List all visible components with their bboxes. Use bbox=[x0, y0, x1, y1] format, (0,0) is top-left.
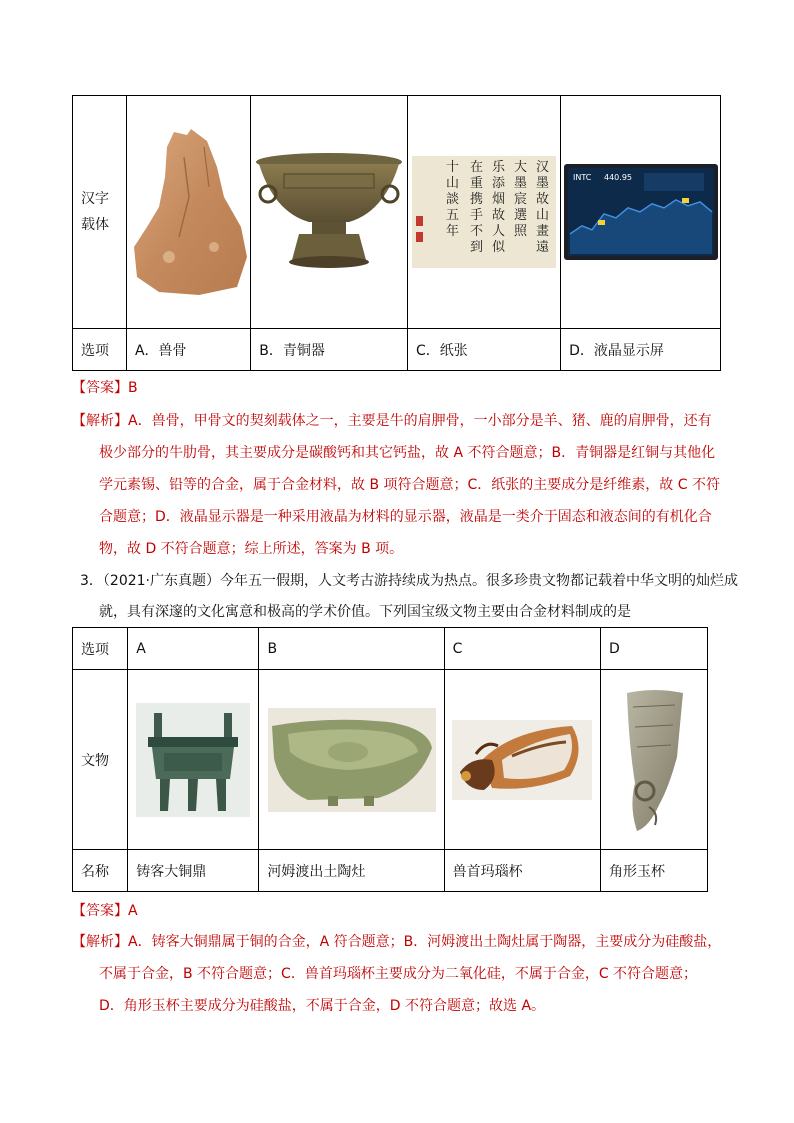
carrier-label-line1: 汉字 bbox=[81, 191, 109, 207]
q3-analysis-tag: 【解析】 bbox=[72, 934, 128, 950]
option-b: B．青铜器 bbox=[251, 329, 408, 371]
q2-analysis-tag: 【解析】 bbox=[72, 413, 128, 429]
bronze-ding-image bbox=[128, 703, 258, 817]
artifact-d-cell bbox=[600, 670, 707, 850]
artifact-name-b: 河姆渡出土陶灶 bbox=[259, 850, 444, 892]
q2-analysis-line-2: 极少部分的牛肋骨，其主要成分是碳酸钙和其它钙盐，故 A 不符合题意；B．青铜器是红铜与其他化 bbox=[99, 445, 716, 461]
artifact-name-a: 铸客大铜鼎 bbox=[128, 850, 259, 892]
jade-horn-cup-image bbox=[601, 687, 707, 833]
q2-analysis-line-5: 物，故 D 不符合题意；综上所述，答案为 B 项。 bbox=[99, 541, 404, 557]
q2-analysis-line-4: 合题意；D．液晶显示器是一种采用液晶为材料的显示器，液晶是一类介于固态和液态间的有机化合 bbox=[99, 509, 712, 525]
bone-cell bbox=[126, 96, 250, 329]
artifact-header-d: D bbox=[600, 628, 707, 670]
q3-analysis-line-2: 不属于合金，B 不符合题意；C．兽首玛瑙杯主要成分为二氧化硅，不属于合金，C 不符合题意； bbox=[99, 966, 698, 982]
calligraphy-paper-image: 汉墨故山畫遠 大墨宸選照 乐添烟故人似 在重携手不到 十山談五年 bbox=[408, 156, 560, 268]
artifact-header-label: 选项 bbox=[73, 628, 128, 670]
artifact-name-row-label: 名称 bbox=[73, 850, 128, 892]
q3-analysis-line-1 bbox=[72, 932, 721, 952]
q3-answer-line bbox=[72, 901, 138, 921]
lcd-screen-image bbox=[561, 164, 720, 260]
artifact-a-cell bbox=[128, 670, 259, 850]
artifact-name-c: 兽首玛瑙杯 bbox=[444, 850, 600, 892]
q3-analysis-text-1: A．铸客大铜鼎属于铜的合金，A 符合题意；B．河姆渡出土陶灶属于陶器，主要成分为硅酸盐， bbox=[128, 934, 722, 950]
q2-analysis-line-1 bbox=[72, 411, 712, 431]
option-a: A．兽骨 bbox=[126, 329, 250, 371]
bronze-cell bbox=[251, 96, 408, 329]
q2-analysis-line-3: 学元素锡、铅等的合金，属于合金材料，故 B 项符合题意；C．纸张的主要成分是纤维素，故 C 不符 bbox=[99, 477, 720, 493]
artifact-header-c: C bbox=[444, 628, 600, 670]
artifact-b-cell bbox=[259, 670, 444, 850]
option-c: C．纸张 bbox=[407, 329, 560, 371]
artifact-header-b: B bbox=[259, 628, 444, 670]
artifact-row-label: 文物 bbox=[73, 670, 128, 850]
artifact-header-a: A bbox=[128, 628, 259, 670]
q3-analysis-line-3: D．角形玉杯主要成分为硅酸盐，不属于合金，D 不符合题意；故选 A。 bbox=[99, 998, 546, 1014]
option-row-label: 选项 bbox=[73, 329, 127, 371]
q2-answer-tag: 【答案】 bbox=[72, 380, 128, 396]
pottery-stove-image bbox=[259, 708, 443, 812]
artifact-name-d: 角形玉杯 bbox=[600, 850, 707, 892]
q2-analysis-text-1: A．兽骨，甲骨文的契刻载体之一，主要是牛的肩胛骨，一小部分是羊、猪、鹿的肩胛骨，还有 bbox=[128, 413, 712, 429]
q3-stem-line-1: 3．（2021·广东真题）今年五一假期，人文考古游持续成为热点。很多珍贵文物都记载着中华文明的灿烂成 bbox=[80, 573, 738, 589]
carrier-row-label bbox=[73, 96, 127, 329]
q2-answer-line bbox=[72, 378, 138, 398]
bronze-vessel-image bbox=[251, 152, 407, 272]
stock-ticker: INTC bbox=[572, 173, 591, 182]
lcd-cell bbox=[561, 96, 721, 329]
stock-price: 440.95 bbox=[603, 173, 632, 182]
agate-cup-image bbox=[445, 720, 600, 800]
q2-answer-value: B bbox=[128, 380, 138, 396]
option-d: D．液晶显示屏 bbox=[561, 329, 721, 371]
q3-answer-tag: 【答案】 bbox=[72, 903, 128, 919]
artifact-c-cell bbox=[444, 670, 600, 850]
paper-cell bbox=[407, 96, 560, 329]
artifact-table bbox=[72, 627, 708, 892]
carrier-label-line2: 载体 bbox=[81, 217, 109, 233]
q3-answer-value: A bbox=[128, 903, 138, 919]
q3-stem-line-2: 就，具有深邃的文化寓意和极高的学术价值。下列国宝级文物主要由合金材料制成的是 bbox=[99, 604, 631, 620]
bone-image bbox=[127, 127, 250, 297]
carrier-table bbox=[72, 95, 721, 371]
